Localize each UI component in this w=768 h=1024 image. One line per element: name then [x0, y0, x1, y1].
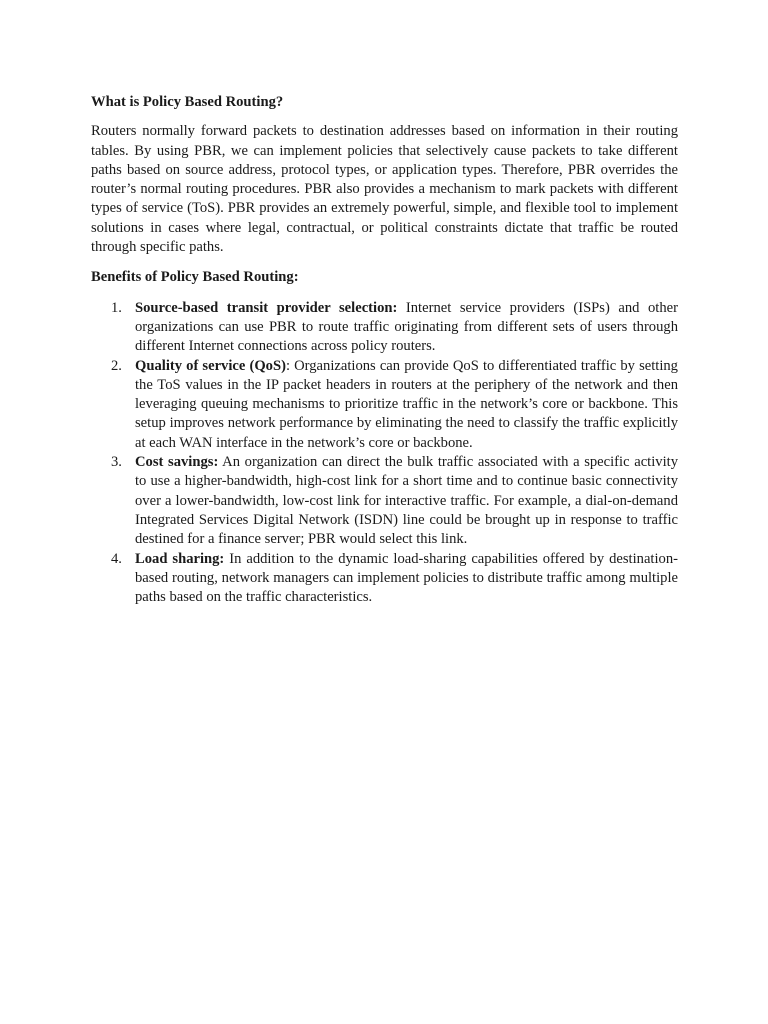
benefit-text: In addition to the dynamic load-sharing capabilities offered by destination-based routing, network managers can implement policies to distribute traffic among multiple paths based on the traffic characteristics. — [135, 550, 678, 606]
benefit-number: 1. — [111, 299, 122, 316]
benefit-term: Quality of service (QoS) — [135, 357, 286, 374]
benefit-term: Load sharing: — [135, 550, 225, 567]
document-page — [91, 93, 678, 607]
benefit-item — [91, 299, 678, 357]
page-heading: What is Policy Based Routing? — [91, 94, 284, 110]
benefit-term: Cost savings: — [135, 454, 219, 471]
benefit-number: 4. — [111, 550, 122, 567]
benefits-heading: Benefits of Policy Based Routing: — [91, 269, 299, 286]
benefits-list — [91, 299, 678, 608]
intro-paragraph: Routers normally forward packets to destination addresses based on information in their routing tables. By using PBR, we can implement policies that selectively cause packets to take different paths based on source address, protocol types, or application types. Therefore, PBR overrides the router’s normal routing procedures. PBR also provides a mechanism to mark packets with different types of service (ToS). PBR provides an extremely powerful, simple, and flexible tool to implement solutions in cases where legal, contractual, or political constraints dictate that traffic be routed through specific paths. — [91, 123, 678, 256]
benefit-text: : Organizations can provide QoS to differentiated traffic by setting the ToS values in the IP packet headers in routers at the periphery of the network and then leveraging queuing mechanisms to prioritize traffic in the network’s core or backbone. This setup improves network performance by eliminating the need to classify the traffic explicitly at each WAN interface in the network’s core or backbone. — [135, 357, 678, 451]
benefit-number: 2. — [111, 357, 122, 374]
benefit-number: 3. — [111, 454, 122, 471]
benefit-text: An organization can direct the bulk traffic associated with a specific activity to use a higher-bandwidth, high-cost link for a short time and to continue basic connectivity over a lower-bandwidth, low-cost link for interactive traffic. For example, a dial-on-demand Integrated Services Digital Network (ISDN) line could be brought up in response to traffic destined for a finance server; PBR would select this link. — [135, 454, 678, 548]
benefit-text: Internet service providers (ISPs) and other organizations can use PBR to route traffic originating from different sets of users through different Internet connections across policy routers. — [135, 299, 678, 355]
benefit-item — [91, 357, 678, 453]
benefit-term: Source-based transit provider selection: — [135, 299, 398, 316]
benefit-item — [91, 550, 678, 608]
benefit-item — [91, 453, 678, 549]
